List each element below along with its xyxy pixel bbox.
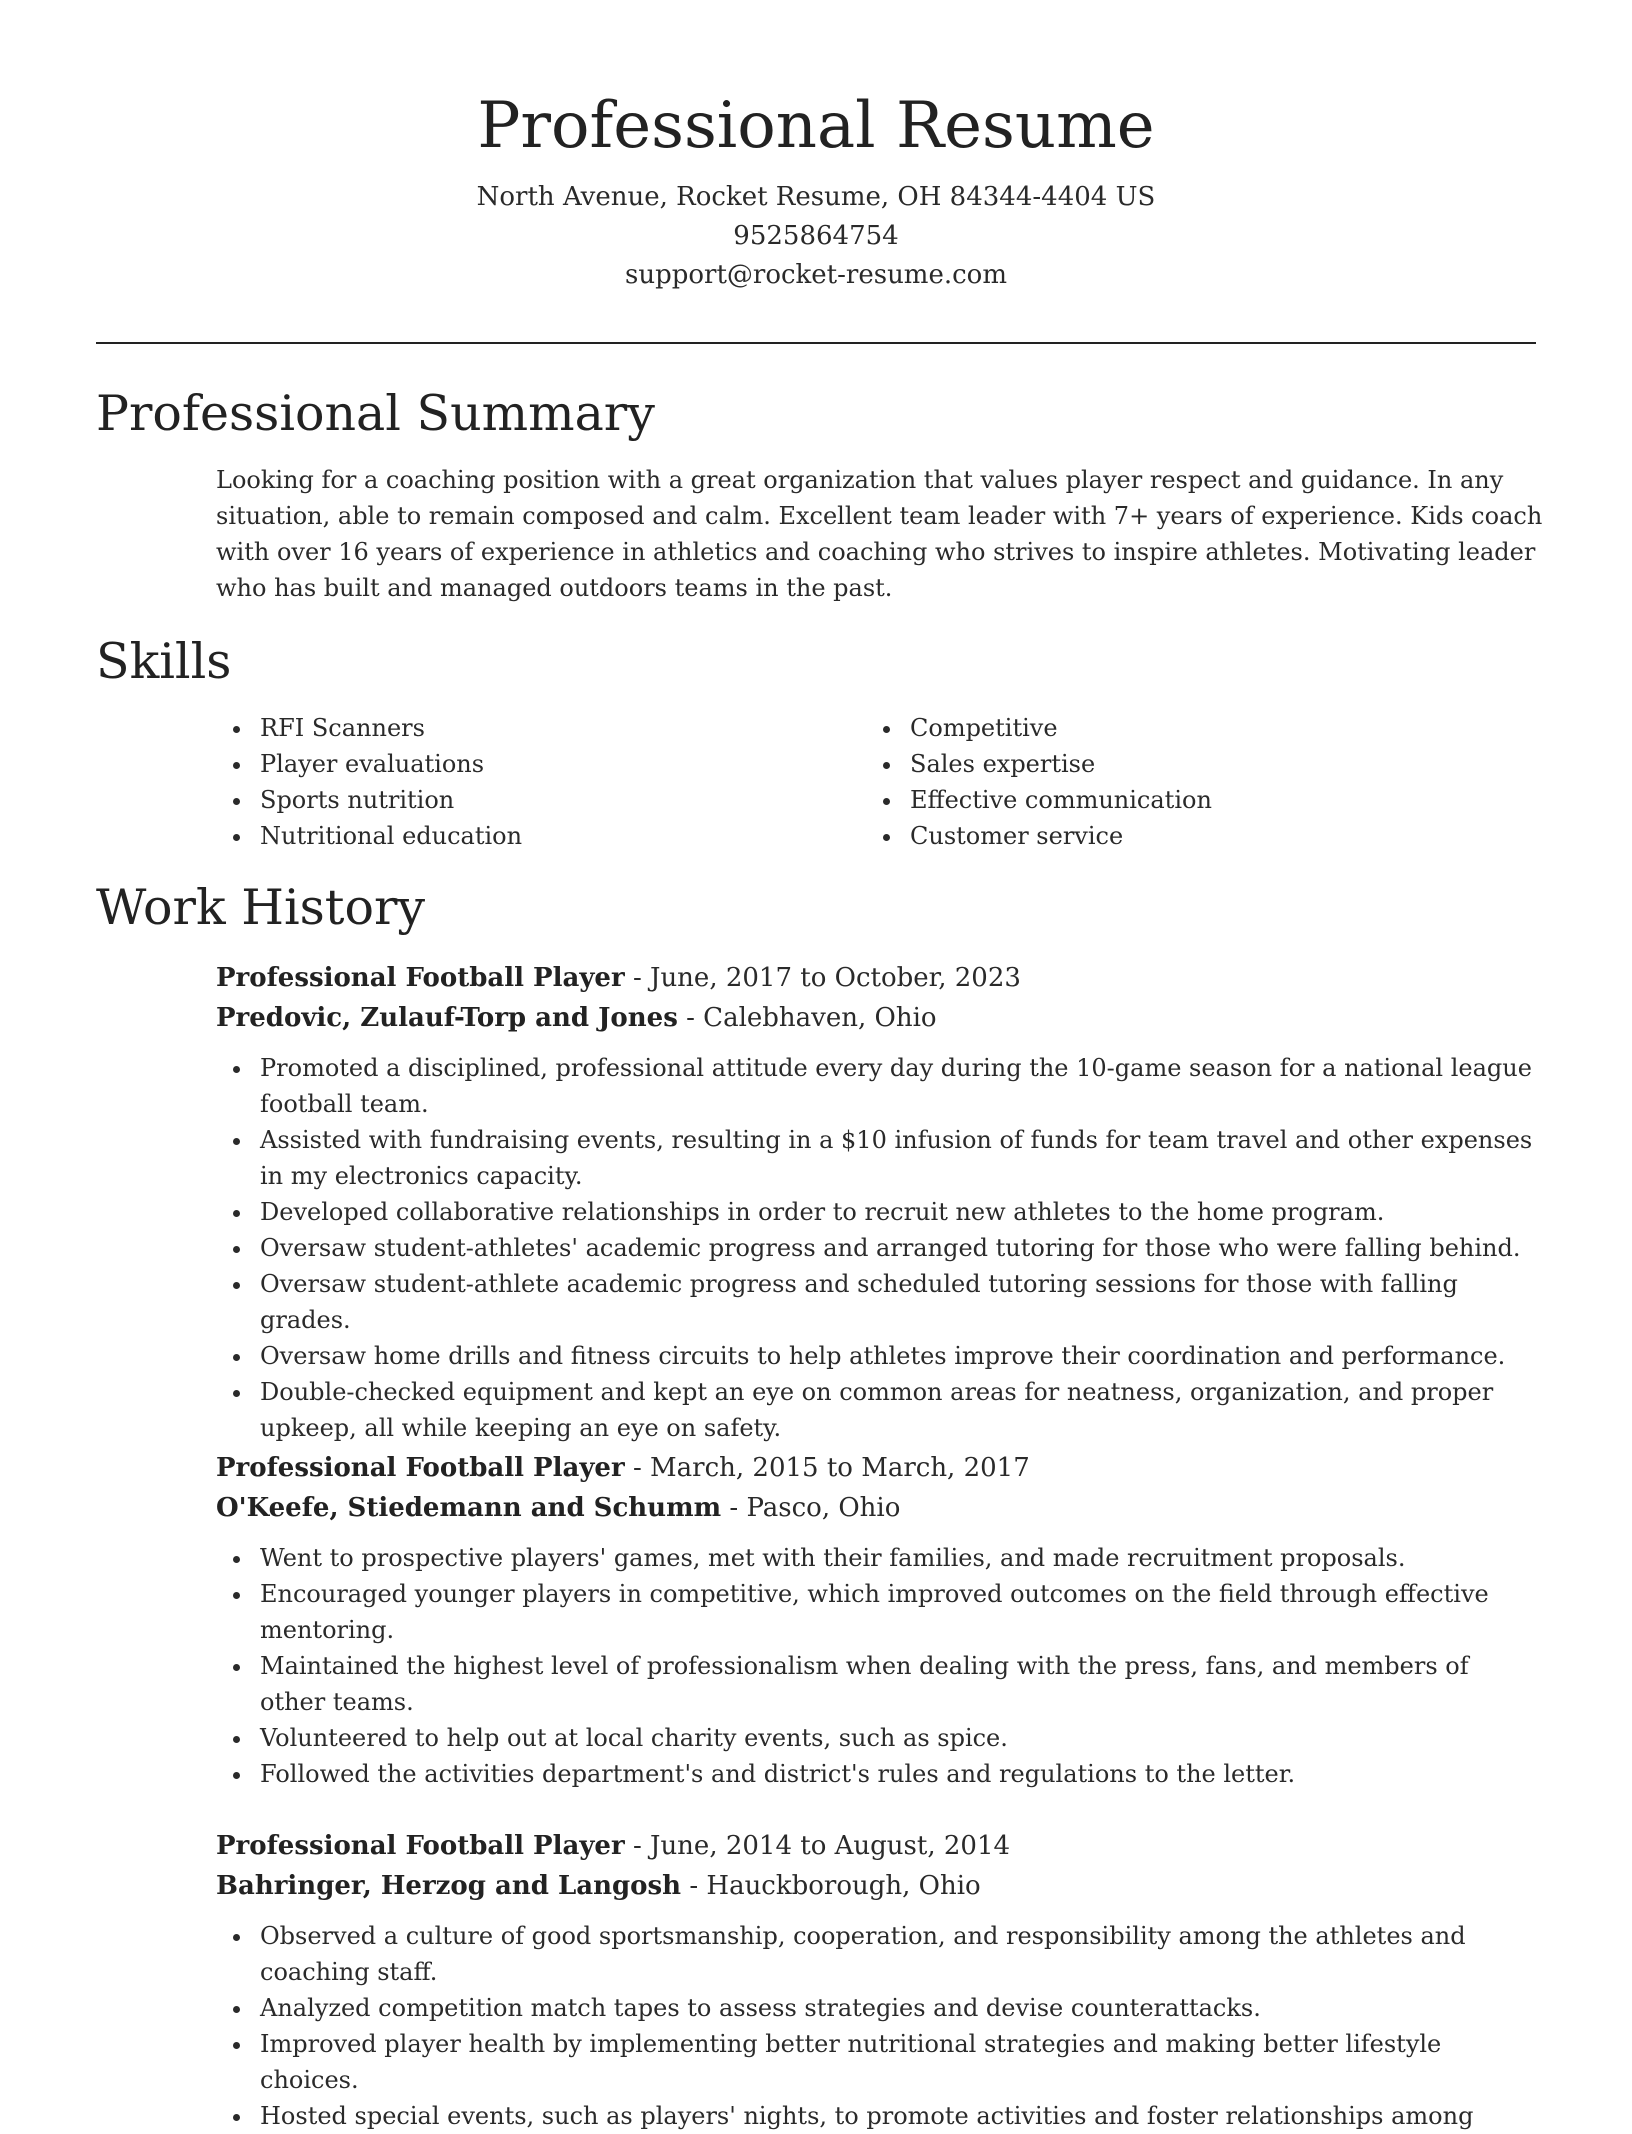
header-divider [96, 342, 1536, 344]
job-dates: March, 2015 to March, 2017 [650, 1453, 1030, 1483]
skills-list-left [216, 710, 816, 854]
job-title: Professional Football Player [216, 1831, 625, 1861]
job-bullets [216, 1918, 1546, 2134]
resume-name: Professional Resume [477, 89, 1155, 163]
job-company: O'Keefe, Stiedemann and Schumm [216, 1493, 722, 1523]
job-company-line [216, 998, 1546, 1038]
job-location: Pasco, Ohio [746, 1493, 901, 1523]
job-bullet: Oversaw student-athletes' academic progress and arranged tutoring for those who were falling behind. [216, 1230, 1546, 1266]
work-history-heading: Work History [96, 879, 426, 936]
job-bullet: Assisted with fundraising events, resulting in a $10 infusion of funds for team travel and other expenses in my electronics capacity. [216, 1122, 1546, 1194]
job-entry [216, 1826, 1546, 2134]
job-dates: June, 2017 to October, 2023 [650, 963, 1021, 993]
skill-item: Sales expertise [866, 746, 1526, 782]
contact-address: North Avenue, Rocket Resume, OH 84344-4404 US [476, 182, 1156, 212]
job-title-line [216, 958, 1546, 998]
skills-list-right [866, 710, 1526, 854]
job-bullet: Double-checked equipment and kept an eye on common areas for neatness, organization, and proper upkeep, all while keeping an eye on safety. [216, 1374, 1546, 1446]
job-entry [216, 1448, 1546, 1792]
job-bullet: Promoted a disciplined, professional attitude every day during the 10-game season for a national league football team. [216, 1050, 1546, 1122]
separator: - [721, 1493, 747, 1523]
job-bullet: Oversaw home drills and fitness circuits to help athletes improve their coordination and performance. [216, 1338, 1546, 1374]
skill-item: Customer service [866, 818, 1526, 854]
job-bullet: Improved player health by implementing better nutritional strategies and making better lifestyle choices. [216, 2026, 1546, 2098]
skill-item: Competitive [866, 710, 1526, 746]
separator: - [624, 963, 651, 993]
skills-heading: Skills [96, 633, 232, 690]
job-location: Hauckborough, Ohio [706, 1871, 981, 1901]
separator: - [681, 1871, 707, 1901]
job-company-line [216, 1488, 1546, 1528]
job-bullet: Observed a culture of good sportsmanship, cooperation, and responsibility among the athletes and coaching staff. [216, 1918, 1546, 1990]
job-dates: June, 2014 to August, 2014 [650, 1831, 1011, 1861]
separator: - [624, 1453, 651, 1483]
job-bullet: Encouraged younger players in competitive, which improved outcomes on the field through effective mentoring. [216, 1576, 1546, 1648]
resume-header [0, 0, 1632, 295]
job-bullet: Went to prospective players' games, met with their families, and made recruitment proposals. [216, 1540, 1546, 1576]
job-location: Calebhaven, Ohio [703, 1003, 937, 1033]
job-company: Predovic, Zulauf-Torp and Jones [216, 1003, 678, 1033]
job-title-line [216, 1448, 1546, 1488]
job-bullet: Analyzed competition match tapes to assess strategies and devise counterattacks. [216, 1990, 1546, 2026]
contact-phone: 9525864754 [733, 221, 899, 251]
separator: - [677, 1003, 704, 1033]
summary-text: Looking for a coaching position with a great organization that values player respect and guidance. In any situation, able to remain composed and calm. Excellent team leader with 7+ years of experience. Kids coach with over 16 years of experience in athletics and coaching who strives to inspire athletes. Motivating leader who has built and managed outdoors teams in the past. [216, 466, 1543, 602]
summary-heading: Professional Summary [96, 385, 655, 442]
job-company: Bahringer, Herzog and Langosh [216, 1871, 682, 1901]
skill-item: RFI Scanners [216, 710, 816, 746]
skill-item: Effective communication [866, 782, 1526, 818]
job-bullets [216, 1050, 1546, 1446]
skill-item: Nutritional education [216, 818, 816, 854]
job-title: Professional Football Player [216, 963, 625, 993]
job-title: Professional Football Player [216, 1453, 625, 1483]
job-entry [216, 958, 1546, 1446]
contact-info [0, 178, 1632, 295]
job-bullet: Developed collaborative relationships in order to recruit new athletes to the home program. [216, 1194, 1546, 1230]
job-bullet: Hosted special events, such as players' nights, to promote activities and foster relationships among [216, 2098, 1546, 2134]
job-company-line [216, 1866, 1546, 1906]
job-bullet: Maintained the highest level of professionalism when dealing with the press, fans, and members of other teams. [216, 1648, 1546, 1720]
skill-item: Sports nutrition [216, 782, 816, 818]
separator: - [624, 1831, 651, 1861]
job-bullets [216, 1540, 1546, 1792]
skill-item: Player evaluations [216, 746, 816, 782]
job-bullet: Oversaw student-athlete academic progress and scheduled tutoring sessions for those with falling grades. [216, 1266, 1546, 1338]
job-title-line [216, 1826, 1546, 1866]
job-bullet: Followed the activities department's and district's rules and regulations to the letter. [216, 1756, 1546, 1792]
contact-email: support@rocket-resume.com [624, 260, 1007, 290]
job-bullet: Volunteered to help out at local charity events, such as spice. [216, 1720, 1546, 1756]
